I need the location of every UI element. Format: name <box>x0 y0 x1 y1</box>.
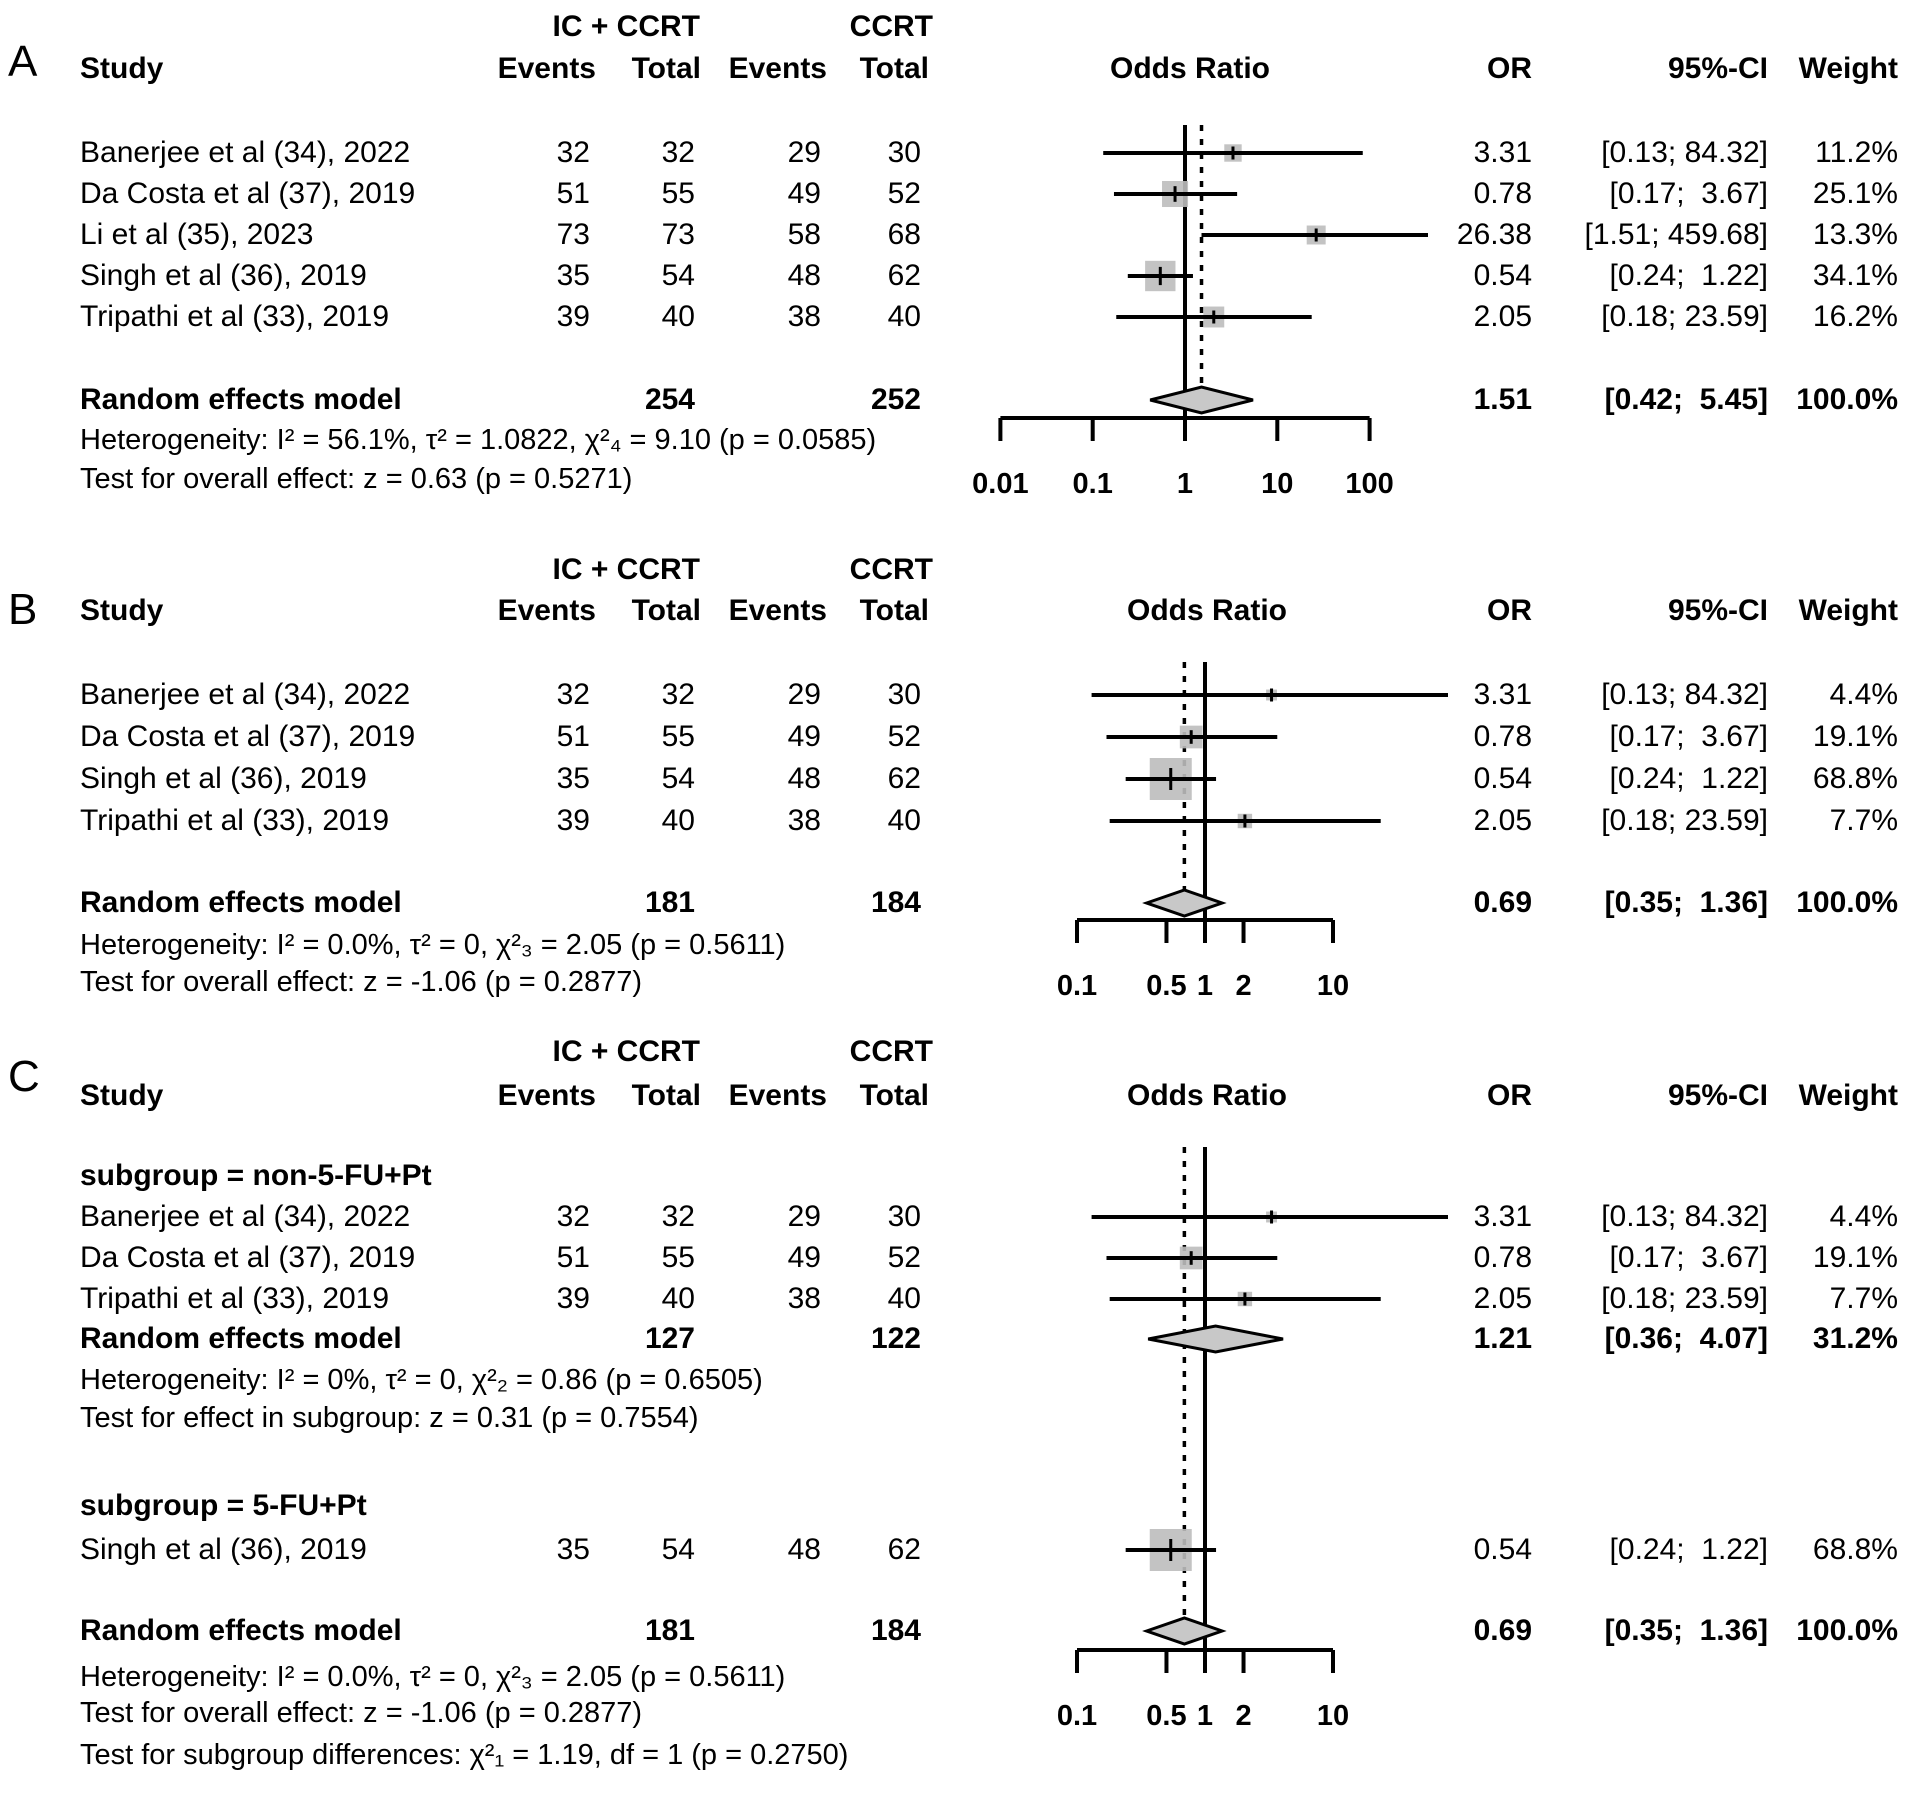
events1-value: 51 <box>556 177 590 210</box>
total2-header: Total <box>859 1079 929 1112</box>
plot-title: Odds Ratio <box>1126 594 1288 627</box>
ci-value: [0.17; 3.67] <box>1609 177 1768 210</box>
ci-value: [0.24; 1.22] <box>1609 762 1768 795</box>
total2-value: 30 <box>887 136 921 169</box>
overall-total2: 184 <box>870 1614 921 1647</box>
axis-tick-label: 0.01 <box>972 468 1029 500</box>
axis-tick-label: 2 <box>1235 1700 1252 1732</box>
panel-label: B <box>8 585 38 634</box>
or-value: 0.54 <box>1473 259 1532 292</box>
ci-header: 95%-CI <box>1667 1079 1768 1112</box>
overall-total1: 181 <box>644 886 695 919</box>
or-header: OR <box>1487 594 1532 627</box>
axis-tick-label: 10 <box>1316 970 1350 1002</box>
study-label: Banerjee et al (34), 2022 <box>80 678 411 711</box>
study-label: Banerjee et al (34), 2022 <box>80 1200 411 1233</box>
axis-tick-label: 0.5 <box>1146 1700 1187 1732</box>
study-label: Banerjee et al (34), 2022 <box>80 136 411 169</box>
overall-summary-label: Random effects model <box>80 383 402 416</box>
total1-value: 40 <box>661 300 695 333</box>
panel-footnote: Test for overall effect: z = -1.06 (p = 0.2877) <box>80 966 643 998</box>
total2-header: Total <box>859 52 929 85</box>
events1-value: 39 <box>556 804 590 837</box>
overall-weight: 100.0% <box>1796 886 1898 919</box>
study-label: Singh et al (36), 2019 <box>80 1533 367 1566</box>
panel-footnote: Heterogeneity: I² = 0.0%, τ² = 0, χ²₃ = 2.05 (p = 0.5611) <box>80 929 786 961</box>
events1-value: 35 <box>556 762 590 795</box>
events2-header: Events <box>728 52 827 85</box>
subgroup-summary-total1: 127 <box>644 1322 695 1355</box>
ci-header: 95%-CI <box>1667 594 1768 627</box>
events1-value: 32 <box>556 678 590 711</box>
total1-value: 32 <box>661 678 695 711</box>
study-header: Study <box>80 52 164 85</box>
study-label: Tripathi et al (33), 2019 <box>80 300 390 333</box>
total1-value: 40 <box>661 804 695 837</box>
events2-value: 38 <box>787 1282 821 1315</box>
study-label: Da Costa et al (37), 2019 <box>80 720 416 753</box>
events2-value: 48 <box>787 1533 821 1566</box>
or-value: 3.31 <box>1473 1200 1532 1233</box>
ci-value: [0.13; 84.32] <box>1601 136 1768 169</box>
events1-value: 51 <box>556 720 590 753</box>
events2-value: 29 <box>787 1200 821 1233</box>
or-value: 0.54 <box>1473 762 1532 795</box>
total1-value: 40 <box>661 1282 695 1315</box>
panel-footnote: Test for overall effect: z = 0.63 (p = 0.5271) <box>80 463 633 495</box>
study-label: Tripathi et al (33), 2019 <box>80 1282 390 1315</box>
ci-value: [0.13; 84.32] <box>1601 1200 1768 1233</box>
total1-value: 54 <box>661 762 695 795</box>
overall-ci: [0.35; 1.36] <box>1604 1614 1768 1647</box>
overall-weight: 100.0% <box>1796 1614 1898 1647</box>
events2-value: 49 <box>787 1241 821 1274</box>
overall-or: 0.69 <box>1473 1614 1532 1647</box>
weight-header: Weight <box>1798 52 1898 85</box>
subgroup-summary-label: Random effects model <box>80 1322 402 1355</box>
group-header-ccrt: CCRT <box>849 1035 933 1068</box>
overall-total1: 254 <box>644 383 695 416</box>
group-header-ccrt: CCRT <box>849 553 933 586</box>
weight-value: 19.1% <box>1812 1241 1898 1274</box>
axis-tick-label: 0.5 <box>1146 970 1187 1002</box>
events2-value: 58 <box>787 218 821 251</box>
events2-value: 48 <box>787 259 821 292</box>
total2-value: 40 <box>887 1282 921 1315</box>
events1-header: Events <box>497 1079 596 1112</box>
events2-value: 29 <box>787 678 821 711</box>
total2-header: Total <box>859 594 929 627</box>
or-header: OR <box>1487 1079 1532 1112</box>
total1-value: 55 <box>661 720 695 753</box>
events1-value: 35 <box>556 1533 590 1566</box>
group-header-ic-ccrt: IC + CCRT <box>552 553 700 586</box>
events2-header: Events <box>728 1079 827 1112</box>
ci-value: [0.18; 23.59] <box>1601 1282 1768 1315</box>
panel-footnote: Test for subgroup differences: χ²₁ = 1.19, df = 1 (p = 0.2750) <box>80 1739 849 1771</box>
events1-header: Events <box>497 52 596 85</box>
or-value: 0.78 <box>1473 720 1532 753</box>
ci-value: [0.17; 3.67] <box>1609 1241 1768 1274</box>
panel-footnote: Test for overall effect: z = -1.06 (p = 0.2877) <box>80 1697 643 1729</box>
events2-value: 48 <box>787 762 821 795</box>
or-value: 0.78 <box>1473 1241 1532 1274</box>
events1-value: 39 <box>556 300 590 333</box>
overall-total1: 181 <box>644 1614 695 1647</box>
total2-value: 30 <box>887 678 921 711</box>
events1-header: Events <box>497 594 596 627</box>
subgroup-summary-weight: 31.2% <box>1812 1322 1898 1355</box>
events2-value: 29 <box>787 136 821 169</box>
ci-value: [0.18; 23.59] <box>1601 300 1768 333</box>
or-value: 2.05 <box>1473 804 1532 837</box>
ci-value: [0.18; 23.59] <box>1601 804 1768 837</box>
ci-value: [0.24; 1.22] <box>1609 1533 1768 1566</box>
weight-value: 68.8% <box>1812 762 1898 795</box>
events2-value: 38 <box>787 300 821 333</box>
subgroup-label: subgroup = non-5-FU+Pt <box>80 1159 432 1192</box>
weight-value: 13.3% <box>1812 218 1898 251</box>
weight-value: 4.4% <box>1829 678 1898 711</box>
events2-header: Events <box>728 594 827 627</box>
study-label: Da Costa et al (37), 2019 <box>80 177 416 210</box>
study-label: Li et al (35), 2023 <box>80 218 314 251</box>
axis-tick-label: 1 <box>1176 468 1194 500</box>
events1-value: 32 <box>556 136 590 169</box>
panel-footnote: Heterogeneity: I² = 56.1%, τ² = 1.0822, χ²₄ = 9.10 (p = 0.0585) <box>80 424 877 456</box>
events2-value: 49 <box>787 720 821 753</box>
or-value: 2.05 <box>1473 300 1532 333</box>
or-value: 0.54 <box>1473 1533 1532 1566</box>
events2-value: 38 <box>787 804 821 837</box>
overall-or: 1.51 <box>1473 383 1532 416</box>
plot-title: Odds Ratio <box>1109 52 1271 85</box>
or-value: 26.38 <box>1456 218 1532 251</box>
total2-value: 52 <box>887 177 921 210</box>
group-header-ic-ccrt: IC + CCRT <box>552 10 700 43</box>
total1-value: 54 <box>661 259 695 292</box>
panel-footnote: Heterogeneity: I² = 0.0%, τ² = 0, χ²₃ = 2.05 (p = 0.5611) <box>80 1661 786 1693</box>
total2-value: 62 <box>887 762 921 795</box>
total1-header: Total <box>631 52 701 85</box>
ci-value: [1.51; 459.68] <box>1584 218 1768 251</box>
total2-value: 40 <box>887 804 921 837</box>
total2-value: 40 <box>887 300 921 333</box>
panel-label: A <box>8 37 38 86</box>
total1-value: 54 <box>661 1533 695 1566</box>
or-value: 2.05 <box>1473 1282 1532 1315</box>
overall-total2: 184 <box>870 886 921 919</box>
subgroup-footnote: Test for effect in subgroup: z = 0.31 (p = 0.7554) <box>80 1402 699 1434</box>
events1-value: 35 <box>556 259 590 292</box>
weight-value: 7.7% <box>1829 804 1898 837</box>
overall-weight: 100.0% <box>1796 383 1898 416</box>
overall-summary-label: Random effects model <box>80 1614 402 1647</box>
study-label: Da Costa et al (37), 2019 <box>80 1241 416 1274</box>
events1-value: 39 <box>556 1282 590 1315</box>
axis-tick-label: 1 <box>1196 1700 1214 1732</box>
plot-title: Odds Ratio <box>1126 1079 1288 1112</box>
subgroup-label: subgroup = 5-FU+Pt <box>80 1489 367 1522</box>
total1-value: 32 <box>661 1200 695 1233</box>
or-value: 3.31 <box>1473 678 1532 711</box>
events2-value: 49 <box>787 177 821 210</box>
ci-value: [0.24; 1.22] <box>1609 259 1768 292</box>
study-label: Tripathi et al (33), 2019 <box>80 804 390 837</box>
axis-tick-label: 0.1 <box>1056 970 1098 1002</box>
panel-label: C <box>8 1052 40 1101</box>
total1-header: Total <box>631 594 701 627</box>
total2-value: 62 <box>887 1533 921 1566</box>
study-header: Study <box>80 1079 164 1112</box>
study-header: Study <box>80 594 164 627</box>
or-header: OR <box>1487 52 1532 85</box>
subgroup-summary-total2: 122 <box>870 1322 921 1355</box>
axis-tick-label: 10 <box>1261 468 1294 500</box>
overall-ci: [0.35; 1.36] <box>1604 886 1768 919</box>
total1-value: 55 <box>661 1241 695 1274</box>
weight-value: 16.2% <box>1812 300 1898 333</box>
axis-tick-label: 100 <box>1345 468 1394 500</box>
weight-value: 68.8% <box>1812 1533 1898 1566</box>
events1-value: 73 <box>556 218 590 251</box>
axis-tick-label: 2 <box>1235 970 1252 1002</box>
weight-value: 25.1% <box>1812 177 1898 210</box>
total2-value: 52 <box>887 1241 921 1274</box>
subgroup-footnote: Heterogeneity: I² = 0%, τ² = 0, χ²₂ = 0.86 (p = 0.6505) <box>80 1364 763 1396</box>
total2-value: 68 <box>887 218 921 251</box>
weight-header: Weight <box>1798 1079 1898 1112</box>
total2-value: 62 <box>887 259 921 292</box>
total2-value: 52 <box>887 720 921 753</box>
ci-value: [0.17; 3.67] <box>1609 720 1768 753</box>
total2-value: 30 <box>887 1200 921 1233</box>
weight-value: 34.1% <box>1812 259 1898 292</box>
events1-value: 32 <box>556 1200 590 1233</box>
or-value: 3.31 <box>1473 136 1532 169</box>
group-header-ccrt: CCRT <box>849 10 933 43</box>
study-label: Singh et al (36), 2019 <box>80 259 367 292</box>
group-header-ic-ccrt: IC + CCRT <box>552 1035 700 1068</box>
or-value: 0.78 <box>1473 177 1532 210</box>
axis-tick-label: 10 <box>1316 1700 1350 1732</box>
weight-value: 11.2% <box>1815 136 1898 169</box>
axis-tick-label: 1 <box>1196 970 1214 1002</box>
weight-value: 19.1% <box>1812 720 1898 753</box>
total1-header: Total <box>631 1079 701 1112</box>
subgroup-summary-ci: [0.36; 4.07] <box>1604 1322 1768 1355</box>
ci-header: 95%-CI <box>1667 52 1768 85</box>
weight-value: 7.7% <box>1829 1282 1898 1315</box>
overall-ci: [0.42; 5.45] <box>1604 383 1768 416</box>
overall-summary-label: Random effects model <box>80 886 402 919</box>
ci-value: [0.13; 84.32] <box>1601 678 1768 711</box>
total1-value: 32 <box>661 136 695 169</box>
axis-tick-label: 0.1 <box>1072 468 1113 500</box>
overall-total2: 252 <box>870 383 921 416</box>
subgroup-summary-or: 1.21 <box>1473 1322 1532 1355</box>
total1-value: 55 <box>661 177 695 210</box>
total1-value: 73 <box>661 218 695 251</box>
study-label: Singh et al (36), 2019 <box>80 762 367 795</box>
axis-tick-label: 0.1 <box>1056 1700 1098 1732</box>
events1-value: 51 <box>556 1241 590 1274</box>
weight-header: Weight <box>1798 594 1898 627</box>
weight-value: 4.4% <box>1829 1200 1898 1233</box>
overall-or: 0.69 <box>1473 886 1532 919</box>
